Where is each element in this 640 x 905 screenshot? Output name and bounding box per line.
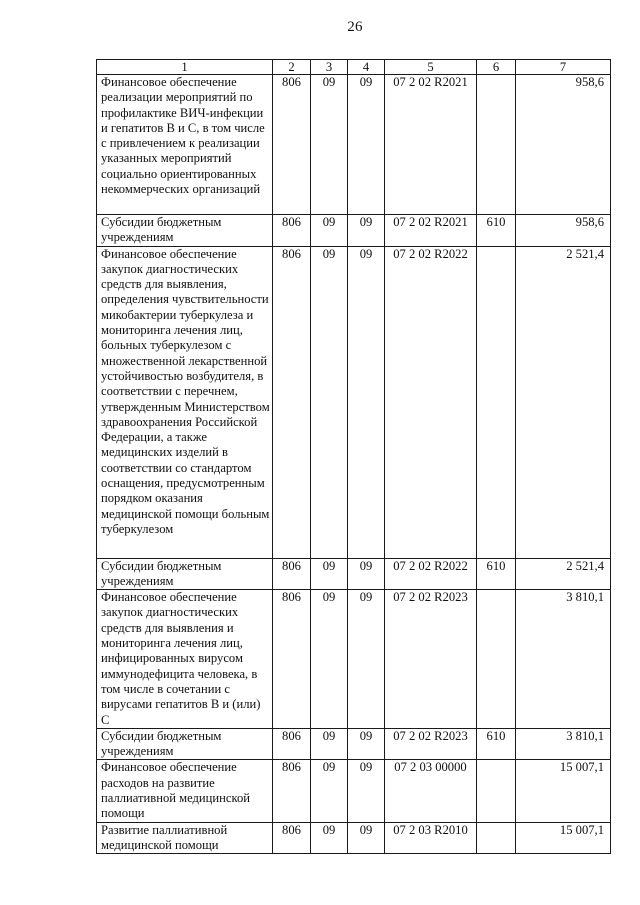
header-cell-5: 5	[385, 60, 477, 75]
page-number: 26	[347, 19, 363, 35]
row-vr-cell: 610	[477, 558, 516, 590]
table-header-row	[97, 60, 611, 75]
row-pr-cell: 09	[348, 728, 385, 760]
row-sum-cell: 958,6	[516, 75, 611, 215]
row-sum-cell: 3 810,1	[516, 728, 611, 760]
row-vr-cell: 610	[477, 728, 516, 760]
row-rz-cell: 09	[311, 75, 348, 215]
table-row	[97, 760, 611, 822]
row-gr-cell: 806	[273, 590, 311, 729]
row-pr-cell: 09	[348, 215, 385, 247]
table-row	[97, 590, 611, 729]
row-rz-cell: 09	[311, 822, 348, 854]
header-cell-7: 7	[516, 60, 611, 75]
row-pr-cell: 09	[348, 590, 385, 729]
table-row	[97, 215, 611, 247]
header-cell-6: 6	[477, 60, 516, 75]
row-rz-cell: 09	[311, 558, 348, 590]
row-csr-cell: 07 2 02 R2021	[385, 75, 477, 215]
row-name-cell: Финансовое обеспечение закупок диагностических средств для выявления, определения чувствительности микобактерии туберкулеза и мониторинга лечения лиц, больных туберкулезом с множественной лекарственной устойчивостью возбудителя, в соответствии с перечнем, утвержденным Министерством здравоохранения Российской Федерации, а также медицинских изделий в соответствии со стандартом оснащения, предусмотренным порядком оказания медицинской помощи больным туберкулезом	[97, 246, 273, 558]
row-pr-cell: 09	[348, 822, 385, 854]
row-csr-cell: 07 2 02 R2023	[385, 590, 477, 729]
row-rz-cell: 09	[311, 760, 348, 822]
table-row	[97, 728, 611, 760]
row-vr-cell: 610	[477, 215, 516, 247]
row-gr-cell: 806	[273, 215, 311, 247]
row-gr-cell: 806	[273, 75, 311, 215]
row-sum-cell: 15 007,1	[516, 760, 611, 822]
row-sum-cell: 15 007,1	[516, 822, 611, 854]
row-gr-cell: 806	[273, 822, 311, 854]
row-vr-cell	[477, 760, 516, 822]
row-sum-cell: 958,6	[516, 215, 611, 247]
row-name-cell: Субсидии бюджетным учреждениям	[97, 558, 273, 590]
row-pr-cell: 09	[348, 75, 385, 215]
row-csr-cell: 07 2 02 R2022	[385, 246, 477, 558]
row-pr-cell: 09	[348, 246, 385, 558]
row-csr-cell: 07 2 02 R2022	[385, 558, 477, 590]
row-csr-cell: 07 2 03 R2010	[385, 822, 477, 854]
row-sum-cell: 3 810,1	[516, 590, 611, 729]
row-sum-cell: 2 521,4	[516, 246, 611, 558]
table-row	[97, 75, 611, 215]
header-cell-2: 2	[273, 60, 311, 75]
row-gr-cell: 806	[273, 728, 311, 760]
row-vr-cell	[477, 822, 516, 854]
header-cell-3: 3	[311, 60, 348, 75]
row-name-cell: Субсидии бюджетным учреждениям	[97, 215, 273, 247]
row-gr-cell: 806	[273, 760, 311, 822]
row-vr-cell	[477, 246, 516, 558]
row-csr-cell: 07 2 03 00000	[385, 760, 477, 822]
row-rz-cell: 09	[311, 246, 348, 558]
row-gr-cell: 806	[273, 246, 311, 558]
header-cell-1: 1	[97, 60, 273, 75]
row-vr-cell	[477, 590, 516, 729]
row-name-cell: Финансовое обеспечение закупок диагностических средств для выявления и мониторинга лечения лиц, инфицированных вирусом иммунодефицита человека, в том числе в сочетании с вирусами гепатитов В и (или) С	[97, 590, 273, 729]
row-rz-cell: 09	[311, 215, 348, 247]
row-vr-cell	[477, 75, 516, 215]
table-row	[97, 558, 611, 590]
row-name-cell: Развитие паллиативной медицинской помощи	[97, 822, 273, 854]
row-name-cell: Субсидии бюджетным учреждениям	[97, 728, 273, 760]
table-row	[97, 822, 611, 854]
row-pr-cell: 09	[348, 558, 385, 590]
row-csr-cell: 07 2 02 R2021	[385, 215, 477, 247]
header-cell-4: 4	[348, 60, 385, 75]
row-csr-cell: 07 2 02 R2023	[385, 728, 477, 760]
row-gr-cell: 806	[273, 558, 311, 590]
row-rz-cell: 09	[311, 728, 348, 760]
table-row	[97, 246, 611, 558]
budget-table	[96, 59, 611, 854]
row-rz-cell: 09	[311, 590, 348, 729]
row-sum-cell: 2 521,4	[516, 558, 611, 590]
row-name-cell: Финансовое обеспечение реализации мероприятий по профилактике ВИЧ-инфекции и гепатитов В и С, в том числе с привлечением к реализации указанных мероприятий социально ориентированных некоммерческих организаций	[97, 75, 273, 215]
row-name-cell: Финансовое обеспечение расходов на развитие паллиативной медицинской помощи	[97, 760, 273, 822]
row-pr-cell: 09	[348, 760, 385, 822]
